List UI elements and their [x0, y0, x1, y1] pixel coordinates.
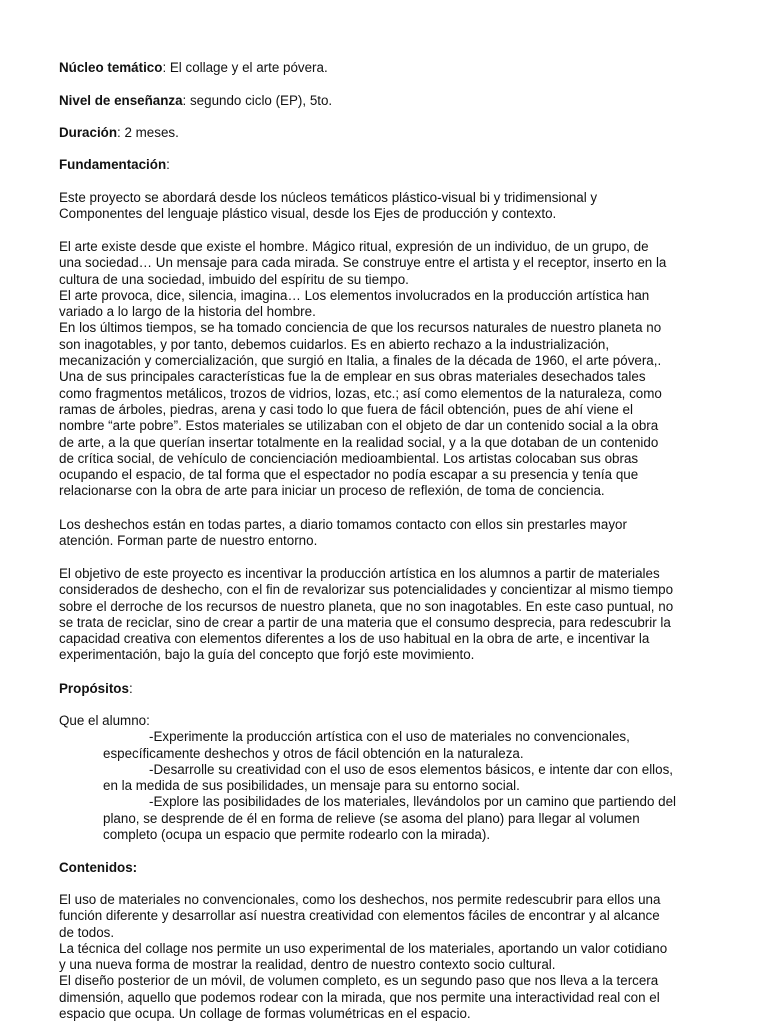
- list-item-continuation: plano, se desprende de él en forma de relieve (se asoma del plano) para llegar al volumen: [103, 810, 640, 826]
- paragraph-fundamentacion-3: Los deshechos están en todas partes, a diario tomamos contacto con ellos sin prestarles mayor atención. Forman parte de nuestro entorno.: [59, 517, 627, 549]
- meta-value: : 2 meses.: [117, 125, 179, 140]
- paragraph-contenidos: El uso de materiales no convencionales, como los deshechos, nos permite redescubrir para ellos una función diferente y desarrollar así nuestra creatividad con elementos fáciles de encontrar y al alcance de todos. La técnica del collage nos permite un uso experimental de los materiales, aportando un valor cotidiano y una nueva forma de mostrar la realidad, dentro de nuestro contexto socio cultural. El diseño posterior de un móvil, de volumen completo, es un segundo paso que nos lleva a la tercera dimensión, aquello que podemos rodear con la mirada, que nos permite una interactividad real con el espacio que ocupa. Un collage de formas volumétricas en el espacio.: [59, 892, 668, 1022]
- paragraph-fundamentacion-2: El arte existe desde que existe el hombre. Mágico ritual, expresión de un individuo, de un grupo, de una sociedad… Un mensaje para cada mirada. Se construye entre el artista y el receptor, inserto en la cultura de una sociedad, imbuido del espíritu de su tiempo. El arte provoca, dice, silencia, imagina… Los elementos involucrados en la producción artística han variado a lo largo de la historia del hombre. En los últimos tiempos, se ha tomado conciencia de que los recursos naturales de nuestro planeta no son inagotables, y por tanto, debemos cuidarlos. Es en abierto rechazo a la industrialización, mecanización y comercialización, que surgió en Italia, a finales de la década de 1960, el arte póvera,. Una de sus principales características fue la de emplear en sus obras materiales desechados tales como fragmentos metálicos, trozos de vidrios, lozas, etc.; así como elementos de la naturaleza, como ramas de árboles, piedras, arena y casi todo lo que fuera de fácil obtención, pues de ahí viene el nombre “arte pobre”. Estos materiales se utilizaban con el objeto de dar un contenido social a la obra de arte, a la que querían insertar totalmente en la realidad social, y a la que dotaban de un contenido de crítica social, de vehículo de concienciación medioambiental. Los artistas colocaban sus obras ocupando el espacio, de tal forma que el espectador no podía escapar a su presencia y tenía que relacionarse con la obra de arte para iniciar un proceso de reflexión, de toma de conciencia.: [59, 239, 667, 499]
- list-item: -Experimente la producción artística con el uso de materiales no convencionales,: [149, 729, 630, 745]
- section-heading-propositos: Propósitos:: [59, 681, 133, 696]
- list-item-continuation: específicamente deshechos y otros de fácil obtención en la naturaleza.: [103, 745, 524, 761]
- paragraph-fundamentacion-1: Este proyecto se abordará desde los núcleos temáticos plástico-visual bi y tridimensional y Componentes del lenguaje plástico visual, desde los Ejes de producción y contexto.: [59, 190, 598, 222]
- section-heading-contenidos: Contenidos:: [59, 860, 138, 875]
- meta-label: Nivel de enseñanza: [59, 93, 183, 108]
- meta-label: Núcleo temático: [59, 60, 163, 75]
- meta-row-nivel: [59, 93, 719, 109]
- propositos-intro: Que el alumno:: [59, 713, 150, 728]
- list-item-continuation: completo (ocupa un espacio que permite rodearlo con la mirada).: [103, 827, 491, 843]
- meta-row-duracion: [59, 125, 719, 141]
- meta-value: : segundo ciclo (EP), 5to.: [182, 93, 333, 108]
- meta-label: Duración: [59, 125, 118, 140]
- list-item-continuation: en la medida de sus posibilidades, un mensaje para su entorno social.: [103, 778, 520, 794]
- meta-value: : El collage y el arte póvera.: [162, 60, 328, 75]
- section-heading-fundamentacion: Fundamentación:: [59, 157, 170, 172]
- list-item: -Desarrolle su creatividad con el uso de esos elementos básicos, e intente dar con ellos,: [149, 761, 674, 777]
- list-item: -Explore las posibilidades de los materiales, llevándolos por un camino que partiendo del: [149, 794, 677, 810]
- meta-row-nucleo: [59, 60, 719, 76]
- paragraph-fundamentacion-4: El objetivo de este proyecto es incentivar la producción artística en los alumnos a partir de materiales considerados de deshecho, con el fin de revalorizar sus potencialidades y concientizar al mismo tiempo sobre el derroche de los recursos de nuestro planeta, que no son inagotables. En este caso puntual, no se trata de reciclar, sino de crear a partir de una materia que el consumo desprecia, para redescubrir la capacidad creativa con elementos diferentes a los de uso habitual en la obra de arte, e incentivar la experimentación, bajo la guía del concepto que forjó este movimiento.: [59, 566, 674, 663]
- propositos-list: [59, 713, 719, 843]
